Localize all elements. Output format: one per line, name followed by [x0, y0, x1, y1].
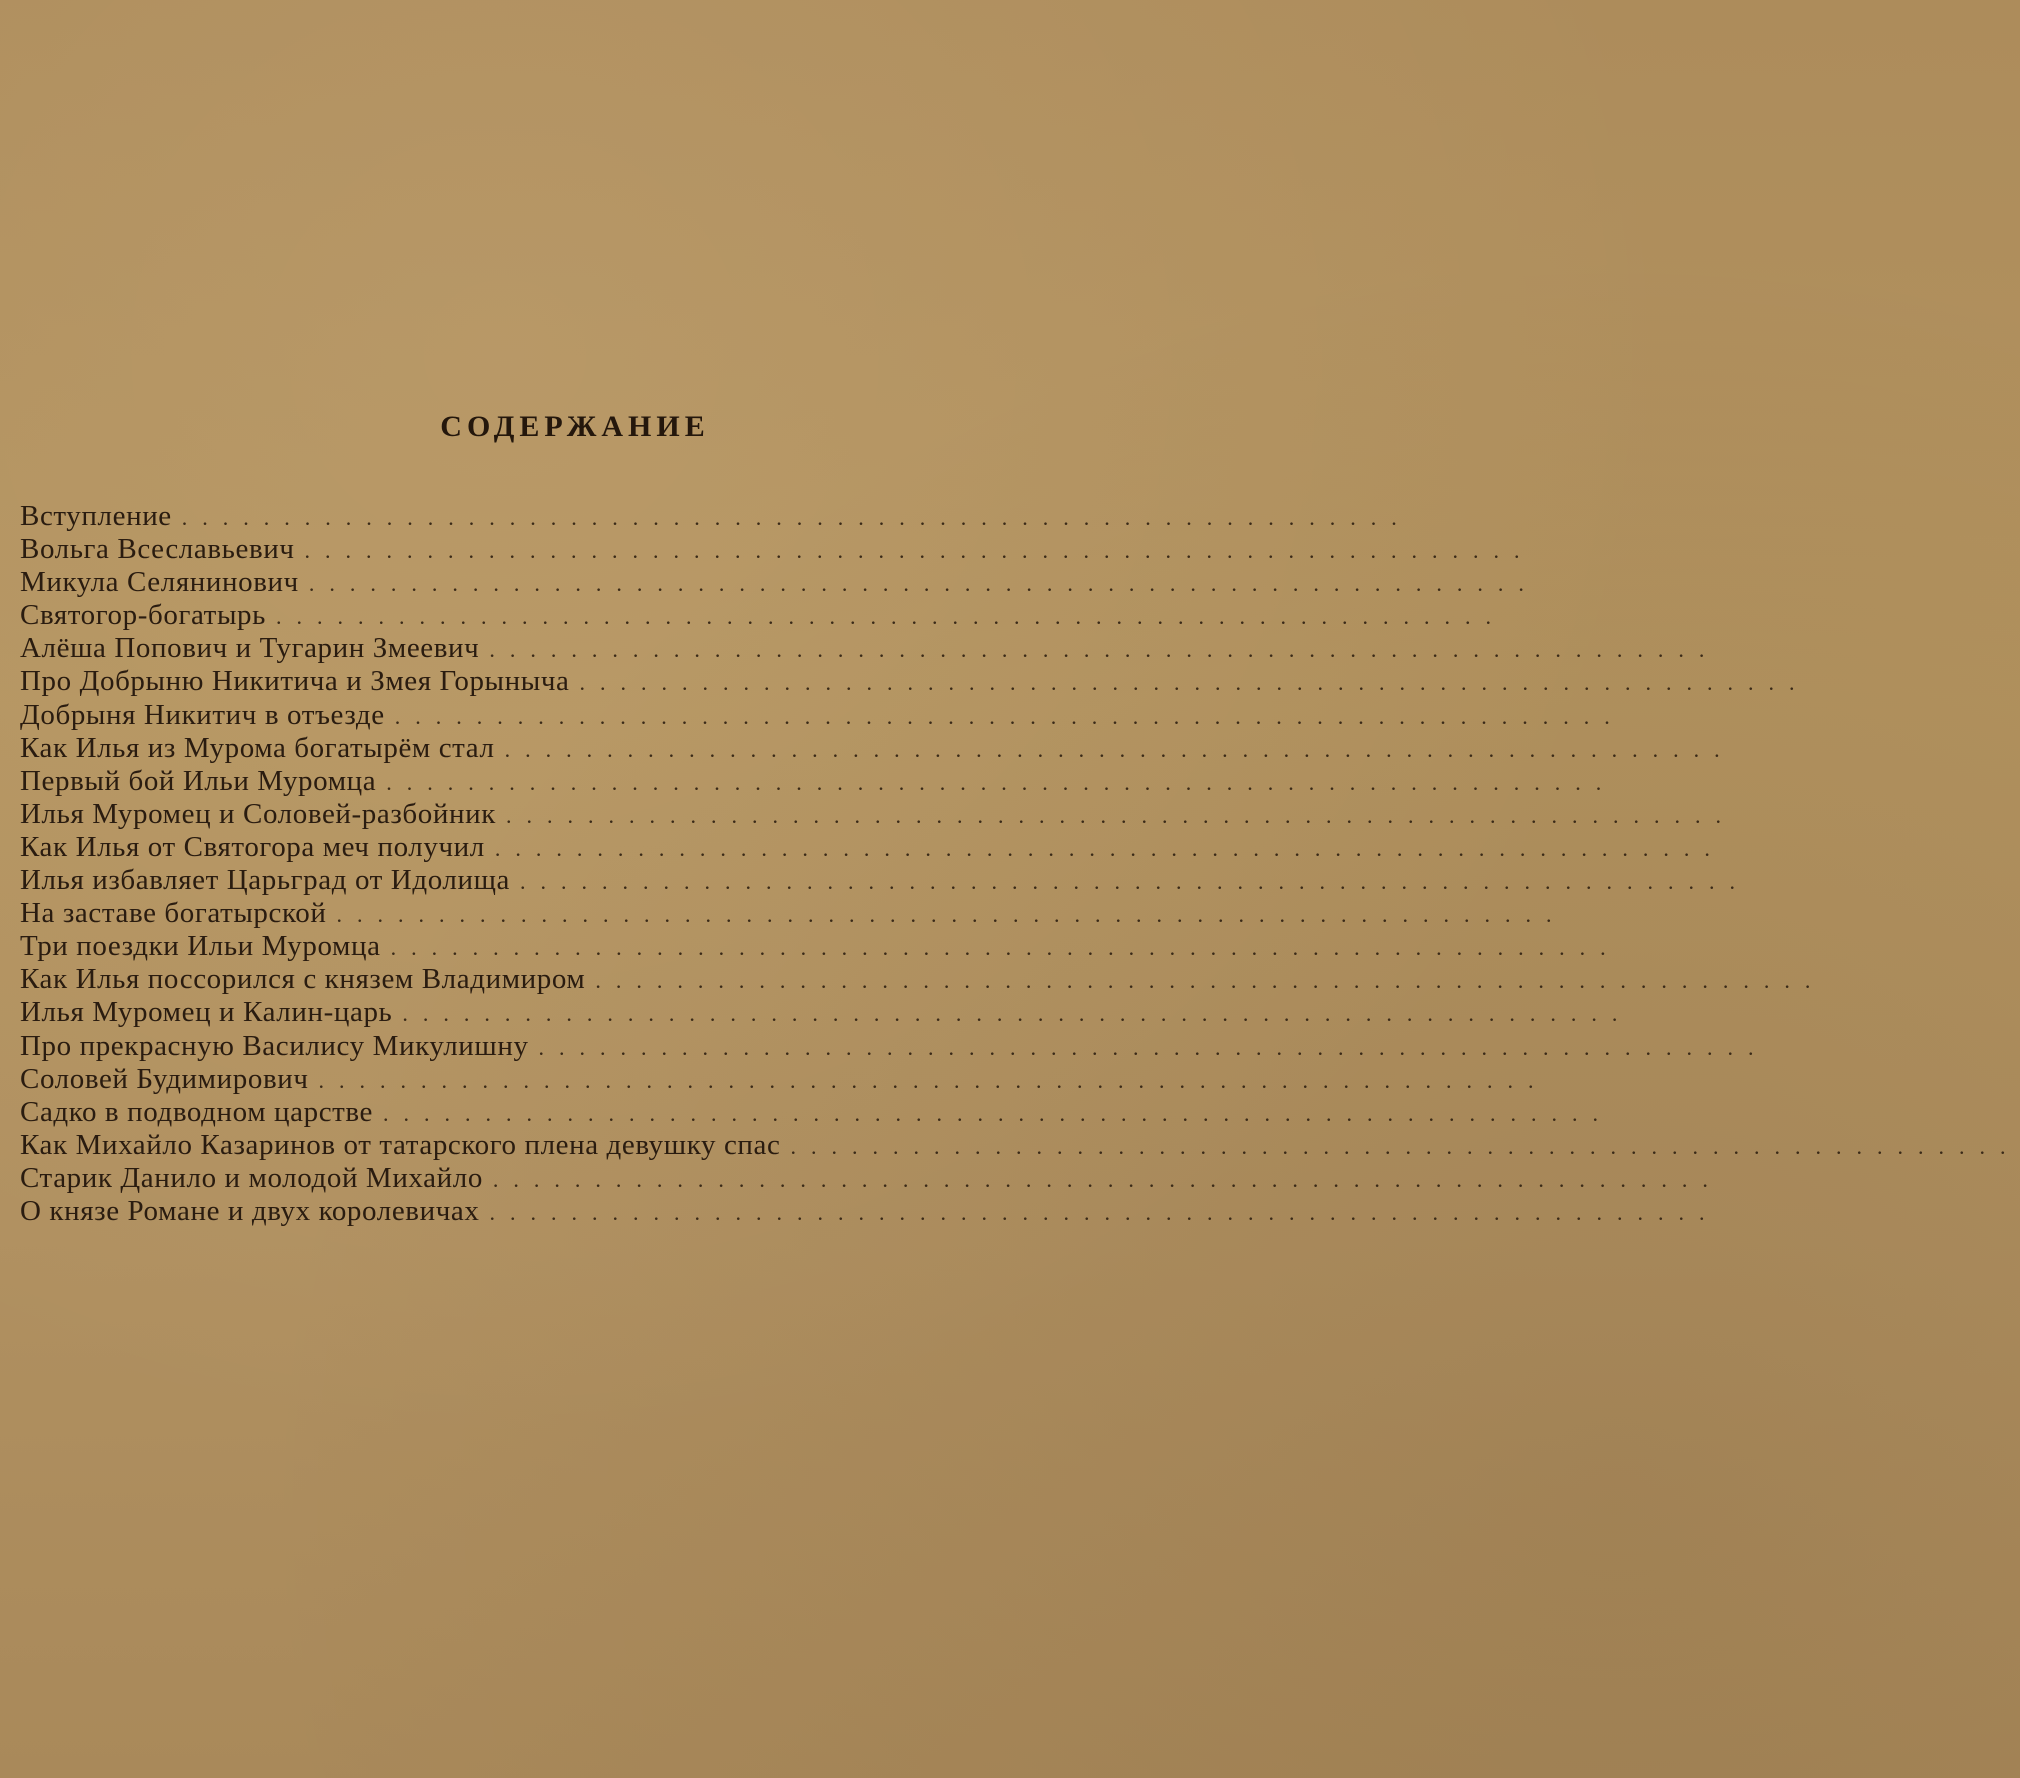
toc-entry — [20, 764, 1617, 798]
dot-leader: ............................................................ — [504, 736, 1735, 762]
toc-entry-title: Как Михайло Казаринов от татарского плена девушку спас — [20, 1128, 781, 1161]
toc-entry — [20, 533, 1535, 566]
toc-entry-title: Алёша Попович и Тугарин Змеевич — [20, 632, 480, 665]
toc-entry — [20, 599, 1506, 632]
toc-entry-title: Илья избавляет Царьград от Идолища — [20, 864, 511, 897]
dot-leader: ............................................................ — [579, 670, 1810, 696]
dot-leader: ............................................................ — [402, 1001, 1633, 1027]
dot-leader: ............................................................ — [494, 835, 1725, 861]
toc-entry — [20, 1194, 1720, 1228]
toc-entry-title: Добрыня Никитич в отъезде — [20, 698, 385, 731]
toc-entry — [20, 963, 1826, 996]
page-heading: СОДЕРЖАНИЕ — [440, 410, 710, 443]
toc-entry — [20, 1161, 1723, 1195]
toc-entry — [20, 566, 1539, 599]
toc-entry — [20, 1095, 1614, 1129]
toc-entry — [20, 1062, 1549, 1096]
toc-entry — [20, 632, 1720, 665]
toc-entry-title: Микула Селянинович — [20, 566, 299, 599]
toc-entry — [20, 698, 1625, 732]
toc-entry-title: Про прекрасную Василису Микулишну — [20, 1029, 529, 1062]
toc-entry-title: Илья Муромец и Соловей-разбойник — [20, 797, 496, 830]
toc-entry — [20, 930, 1621, 963]
dot-leader: ............................................................ — [595, 968, 1826, 994]
toc-entry-title: Как Илья из Мурома богатырём стал — [20, 731, 495, 764]
dot-leader: ............................................................ — [390, 935, 1621, 961]
toc-entry — [20, 1029, 1769, 1063]
dot-leader: ............................................................ — [790, 1133, 2020, 1159]
toc-entry — [20, 731, 1735, 765]
toc-entry-title: Илья Муромец и Калин-царь — [20, 996, 393, 1029]
dot-leader: ............................................................ — [181, 505, 1412, 530]
toc-entry — [20, 1128, 2020, 1162]
toc-entry-title: Соловей Будимирович — [20, 1062, 309, 1095]
toc-entry — [20, 897, 1567, 930]
dot-leader: ............................................................ — [394, 703, 1625, 729]
dot-leader: ............................................................ — [308, 571, 1539, 597]
toc-entry — [20, 864, 1751, 897]
table-of-contents — [20, 500, 2020, 1228]
toc-entry-title: Первый бой Ильи Муромца — [20, 764, 377, 797]
toc-entry-title: Садко в подводном царстве — [20, 1095, 374, 1128]
dot-leader: ............................................................ — [336, 902, 1567, 928]
toc-entry — [20, 797, 1736, 831]
toc-entry-title: Как Илья от Святогора меч получил — [20, 830, 485, 863]
toc-entry-title: О князе Ромaне и двух королевичах — [20, 1194, 480, 1227]
toc-entry — [20, 996, 1633, 1029]
toc-entry-title: Вступление — [20, 500, 172, 532]
toc-entry — [20, 830, 1725, 864]
dot-leader: ............................................................ — [492, 1166, 1723, 1192]
toc-entry-title: Старик Данило и молодой Михайло — [20, 1161, 483, 1194]
dot-leader: ............................................................ — [538, 1034, 1769, 1060]
dot-leader: ............................................................ — [489, 1199, 1720, 1225]
dot-leader: ............................................................ — [489, 637, 1720, 663]
toc-entry-title: Святогор-богатырь — [20, 599, 266, 632]
dot-leader: ............................................................ — [386, 769, 1617, 795]
dot-leader: ............................................................ — [520, 869, 1751, 895]
toc-entry-title: Вольга Всеславьевич — [20, 533, 295, 566]
toc-entry-title: На заставе богатырской — [20, 897, 327, 930]
dot-leader: ............................................................ — [505, 802, 1736, 828]
dot-leader: ............................................................ — [304, 538, 1535, 564]
dot-leader: ............................................................ — [275, 604, 1506, 630]
toc-entry — [20, 500, 1412, 533]
dot-leader: ............................................................ — [383, 1100, 1614, 1126]
toc-entry-title: Как Илья поссорился с князем Владимиром — [20, 963, 586, 996]
dot-leader: ............................................................ — [318, 1067, 1549, 1093]
toc-entry-title: Три поездки Ильи Муромца — [20, 930, 381, 963]
toc-entry — [20, 665, 1810, 698]
toc-entry-title: Про Добрыню Никитича и Змея Горыныча — [20, 665, 570, 698]
